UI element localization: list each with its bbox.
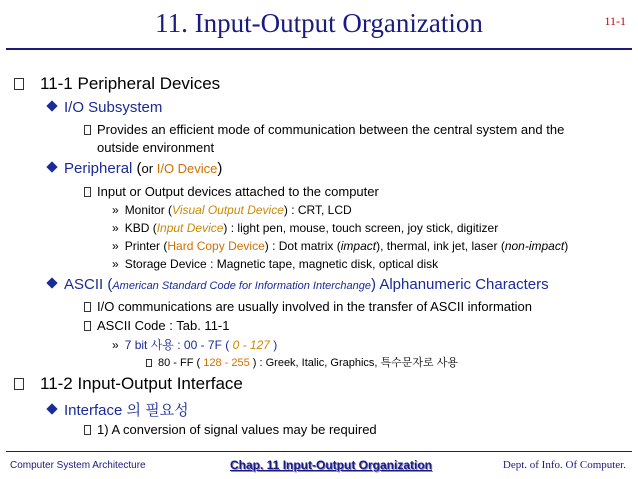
device-kbd: » KBD (Input Device) : light pen, mouse, touch screen, joy stick, digitizer xyxy=(112,221,499,235)
diamond-bullet-icon xyxy=(46,277,57,288)
device-storage: » Storage Device : Magnetic tape, magnetic disk, optical disk xyxy=(112,257,439,271)
square-bullet-icon xyxy=(84,302,91,312)
peripheral-desc: Input or Output devices attached to the computer xyxy=(84,184,379,199)
ascii-extended: 80 - FF ( 128 - 255 ) : Greek, Italic, Graphics, 특수문자로 사용 xyxy=(146,354,458,370)
chevron-bullet-icon: » xyxy=(112,203,119,217)
diamond-bullet-icon xyxy=(46,100,57,111)
interface-desc: 1) A conversion of signal values may be required xyxy=(84,422,377,437)
square-bullet-icon xyxy=(84,321,91,331)
ascii-7bit: » 7 bit 사용 : 00 - 7F ( 0 - 127 ) xyxy=(112,338,278,352)
io-subsystem-desc-1: Provides an efficient mode of communication between the central system and the xyxy=(84,122,564,137)
square-bullet-icon xyxy=(14,78,24,90)
diamond-bullet-icon xyxy=(46,403,57,414)
footer-dept: Dept. of Info. Of Computer. xyxy=(502,459,626,471)
square-bullet-icon xyxy=(146,359,152,367)
chevron-bullet-icon: » xyxy=(112,257,119,271)
item-io-subsystem: I/O Subsystem xyxy=(48,99,162,116)
footer-divider xyxy=(6,451,632,452)
io-subsystem-desc-2: outside environment xyxy=(97,140,215,155)
chevron-bullet-icon: » xyxy=(112,239,119,253)
item-peripheral: Peripheral (or I/O Device) xyxy=(48,160,222,177)
diamond-bullet-icon xyxy=(46,161,57,172)
device-monitor: » Monitor (Visual Output Device) : CRT, LCD xyxy=(112,203,352,217)
square-bullet-icon xyxy=(84,187,91,197)
square-bullet-icon xyxy=(84,125,91,135)
square-bullet-icon xyxy=(14,378,24,390)
item-ascii: ASCII (American Standard Code for Information Interchange) Alphanumeric Characters xyxy=(48,276,549,293)
section-heading-11-2: 11-2 Input-Output Interface xyxy=(14,374,24,394)
chevron-bullet-icon: » xyxy=(112,221,119,235)
slide-title: 11. Input-Output Organization xyxy=(155,8,483,38)
item-interface: Interface 의 필요성 xyxy=(48,399,189,420)
section-heading-11-1: 11-1 Peripheral Devices xyxy=(14,74,24,94)
page-number: 11-1 xyxy=(604,14,626,28)
footer-chapter: Chap. 11 Input-Output Organization xyxy=(230,458,432,472)
device-printer: » Printer (Hard Copy Device) : Dot matrix (impact), thermal, ink jet, laser (non-impact) xyxy=(112,239,569,253)
title-divider xyxy=(6,48,632,50)
chevron-bullet-icon: » xyxy=(112,338,119,352)
square-bullet-icon xyxy=(84,425,91,435)
footer-course: Computer System Architecture xyxy=(10,460,146,471)
ascii-desc-1: I/O communications are usually involved in the transfer of ASCII information xyxy=(84,299,532,314)
ascii-desc-2: ASCII Code : Tab. 11-1 xyxy=(84,318,229,333)
